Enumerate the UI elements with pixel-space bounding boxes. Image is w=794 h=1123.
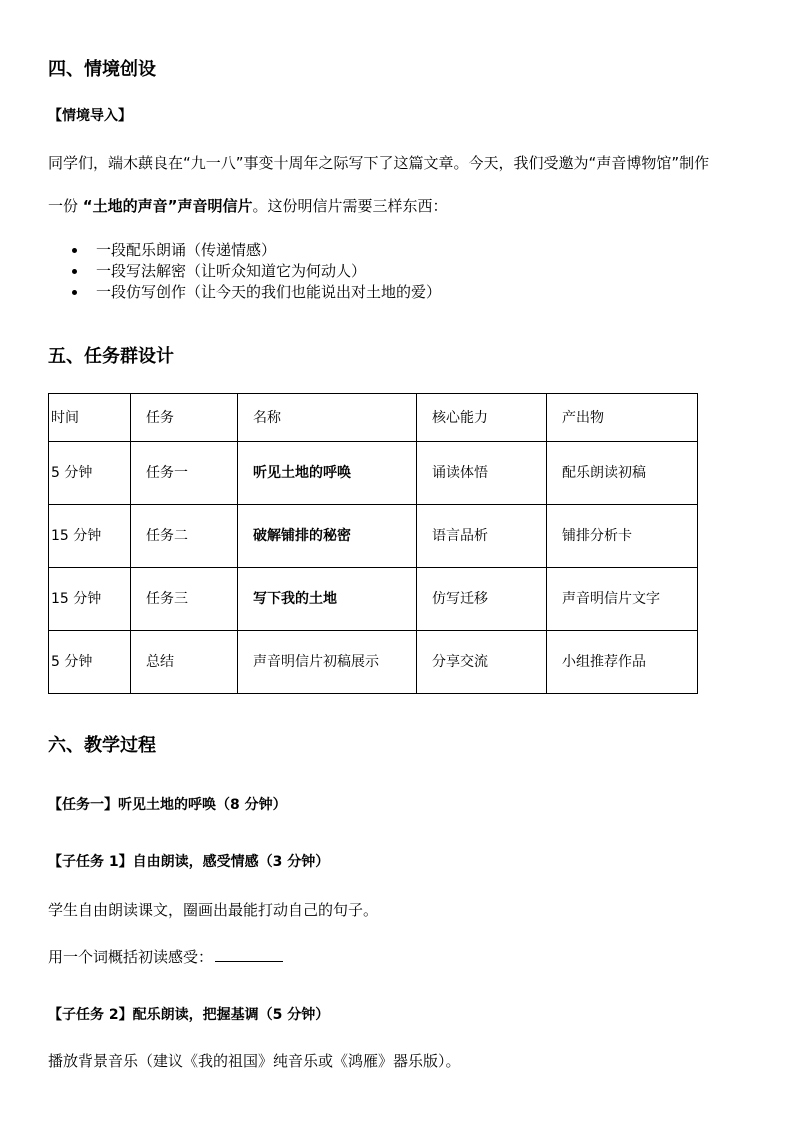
task-table [48, 393, 698, 694]
subtask1-title: 【子任务 1】自由朗读，感受情感（3 分钟） [48, 854, 330, 870]
table-cell: 任务二 [131, 505, 238, 568]
table-cell: 小组推荐作品 [547, 631, 698, 694]
subtask2-title: 【子任务 2】配乐朗读，把握基调（5 分钟） [48, 1007, 330, 1023]
table-cell: 铺排分析卡 [547, 505, 698, 568]
intro-prefix: 一份 [48, 197, 79, 215]
prompt-label: 用一个词概括初读感受： [48, 948, 214, 966]
requirements-list [48, 240, 441, 303]
header-cell: 任务 [131, 394, 238, 442]
table-cell: 总结 [131, 631, 238, 694]
table-header-row [49, 394, 698, 442]
table-cell: 15 分钟 [49, 505, 131, 568]
table-cell: 分享交流 [417, 631, 547, 694]
intro-paragraph-line2 [48, 195, 448, 217]
subtask1-prompt [48, 946, 283, 968]
table-cell: 听见土地的呼唤 [238, 442, 417, 505]
table-cell: 任务一 [131, 442, 238, 505]
postcard-title: “土地的声音”声音明信片 [82, 197, 253, 215]
table-row [49, 442, 698, 505]
header-cell: 时间 [49, 394, 131, 442]
subtask1-instruction: 学生自由朗读课文，圈画出最能打动自己的句子。 [48, 901, 379, 919]
header-cell: 名称 [238, 394, 417, 442]
section-heading-task-design: 五、任务群设计 [48, 346, 174, 367]
table-cell: 任务三 [131, 568, 238, 631]
intro-paragraph-line1: 同学们，端木蕻良在“九一八”事变十周年之际写下了这篇文章。今天，我们受邀为“声音博物馆”制作 [48, 154, 710, 172]
table-row [49, 568, 698, 631]
table-cell: 仿写迁移 [417, 568, 547, 631]
section-heading-scenario: 四、情境创设 [48, 59, 156, 80]
header-cell: 核心能力 [417, 394, 547, 442]
table-cell: 声音明信片初稿展示 [238, 631, 417, 694]
table-cell: 声音明信片文字 [547, 568, 698, 631]
table-cell: 5 分钟 [49, 442, 131, 505]
table-cell: 写下我的土地 [238, 568, 417, 631]
header-cell: 产出物 [547, 394, 698, 442]
section-heading-teaching-process: 六、教学过程 [48, 735, 156, 756]
intro-suffix: 。这份明信片需要三样东西： [252, 197, 448, 215]
table-row [49, 505, 698, 568]
table-cell: 5 分钟 [49, 631, 131, 694]
subheading-scenario-intro: 【情境导入】 [48, 108, 132, 124]
table-cell: 15 分钟 [49, 568, 131, 631]
table-cell: 配乐朗读初稿 [547, 442, 698, 505]
list-item: 一段配乐朗诵（传递情感） [48, 240, 441, 261]
table-row [49, 631, 698, 694]
task1-title: 【任务一】听见土地的呼唤（8 分钟） [48, 797, 287, 813]
list-item: 一段仿写创作（让今天的我们也能说出对土地的爱） [48, 282, 441, 303]
table-cell: 诵读体悟 [417, 442, 547, 505]
table-cell: 语言品析 [417, 505, 547, 568]
list-item: 一段写法解密（让听众知道它为何动人） [48, 261, 441, 282]
subtask2-instruction: 播放背景音乐（建议《我的祖国》纯音乐或《鸿雁》器乐版）。 [48, 1052, 461, 1070]
table-cell: 破解铺排的秘密 [238, 505, 417, 568]
fill-in-blank [215, 946, 283, 962]
